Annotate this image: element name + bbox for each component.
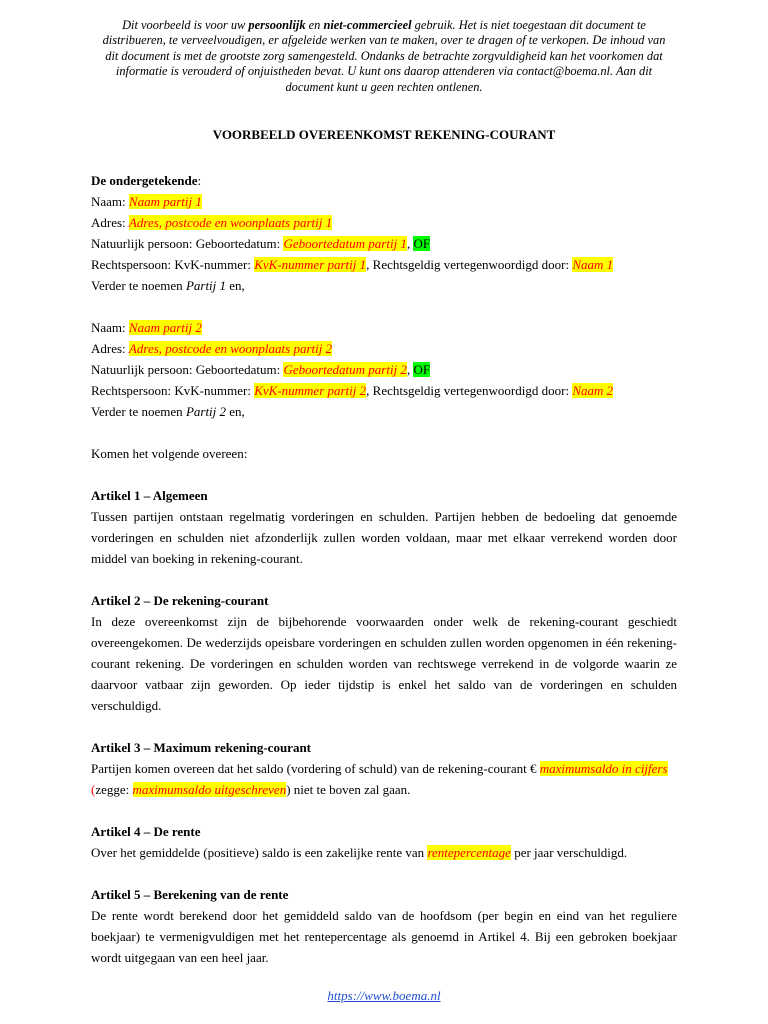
art2-title: Artikel 2 – De rekening-courant (91, 593, 269, 608)
comma: , (406, 362, 414, 377)
party2-adres-line (91, 338, 677, 359)
art1-line: middel van boeking in rekening-courant. (91, 551, 303, 566)
disclaimer-bold-niet-commercieel: niet-commercieel (323, 18, 412, 32)
party1-verder-line (91, 275, 677, 296)
komen-line: Komen het volgende overeen: (91, 446, 248, 461)
party2-geboortedatum-field[interactable]: Geboortedatum partij 2 (283, 362, 407, 377)
colon: : (197, 173, 202, 188)
open-paren: ( (91, 782, 96, 797)
art2-line: verschuldigd. (91, 698, 162, 713)
party2-rechts-line (91, 380, 677, 401)
party1-adres-field[interactable]: Adres, postcode en woonplaats partij 1 (128, 215, 333, 230)
adres-label: Adres: (91, 341, 129, 356)
party2-vertegen-field[interactable]: Naam 2 (572, 383, 614, 398)
natuurlijk-label: Natuurlijk persoon: Geboortedatum: (91, 236, 284, 251)
party1-adres-line (91, 212, 677, 233)
art3-text: zegge: (95, 782, 133, 797)
en-text: en, (226, 404, 245, 419)
party2-kvk-field[interactable]: KvK-nummer partij 2 (254, 383, 367, 398)
party1-naam-field[interactable]: Naam partij 1 (128, 194, 202, 209)
disclaimer (96, 18, 672, 95)
art4-line (91, 842, 677, 863)
art4-title: Artikel 4 – De rente (91, 824, 201, 839)
footer-link[interactable]: https://www.boema.nl (327, 988, 441, 1003)
party1-rechts-line (91, 254, 677, 275)
art3-text: ) niet te boven zal gaan. (286, 782, 411, 797)
document-body (91, 170, 677, 968)
parties-heading: De ondergetekende (91, 173, 198, 188)
rechts-label: Rechtspersoon: KvK-nummer: (91, 257, 255, 272)
party1-naam-line (91, 191, 677, 212)
art4-text: per jaar verschuldigd. (510, 845, 628, 860)
party2-verder-line (91, 401, 677, 422)
party2-of-marker: OF (413, 362, 431, 377)
disclaimer-text: Dit voorbeeld is voor uw (122, 18, 249, 32)
maximumsaldo-uitgeschreven-field[interactable]: maximumsaldo uitgeschreven (132, 782, 287, 797)
art2-line: courant rekening. De vorderingen en schulden worden van rechtswege verrekend in de volgorde waarin ze (91, 656, 677, 671)
art1-line: vorderingen en schulden niet afzonderlijk zullen worden voldaan, maar met elkaar verrekend worden door (91, 530, 677, 545)
art5-line: De rente wordt berekend door het gemiddeld saldo van de hoofdsom (per begin en eind van het reguliere (91, 908, 677, 923)
art2-line: overeengekomen. De wederzijds opeisbare vorderingen en schulden zullen worden opgenomen in één rekening- (91, 635, 677, 650)
party2-noemen: Partij 2 (185, 404, 227, 419)
party2-adres-field[interactable]: Adres, postcode en woonplaats partij 2 (128, 341, 333, 356)
parties-heading-line (91, 170, 677, 191)
party1-natuurlijk-line (91, 233, 677, 254)
art2-line: daarvoor vatbaar zijn geworden. Op ieder tijdstip is enkel het saldo van de vorderingen en schulden (91, 677, 677, 692)
party1-of-marker: OF (413, 236, 431, 251)
rentepercentage-field[interactable]: rentepercentage (427, 845, 511, 860)
document-title: VOORBEELD OVEREENKOMST REKENING-COURANT (212, 127, 556, 142)
art3-line1 (91, 758, 677, 779)
party2-natuurlijk-line (91, 359, 677, 380)
art2-line: In deze overeenkomst zijn de bijbehorende voorwaarden onder welk de rekening-courant geschiedt (91, 614, 677, 629)
art1-title: Artikel 1 – Algemeen (91, 488, 208, 503)
naam-label: Naam: (91, 320, 129, 335)
verder-label: Verder te noemen (91, 278, 186, 293)
maximumsaldo-cijfers-field[interactable]: maximumsaldo in cijfers (539, 761, 668, 776)
disclaimer-bold-persoonlijk: persoonlijk (248, 18, 306, 32)
naam-label: Naam: (91, 194, 129, 209)
art1-line: Tussen partijen ontstaan regelmatig vorderingen en schulden. Partijen hebben de bedoeling dat genoemde (91, 509, 677, 524)
party2-naam-line (91, 317, 677, 338)
party1-kvk-field[interactable]: KvK-nummer partij 1 (254, 257, 367, 272)
natuurlijk-label: Natuurlijk persoon: Geboortedatum: (91, 362, 284, 377)
party1-noemen: Partij 1 (185, 278, 227, 293)
verder-label: Verder te noemen (91, 404, 186, 419)
rechts-label: Rechtspersoon: KvK-nummer: (91, 383, 255, 398)
party1-geboortedatum-field[interactable]: Geboortedatum partij 1 (283, 236, 407, 251)
art5-line: wordt uitgegaan van een heel jaar. (91, 950, 269, 965)
en-text: en, (226, 278, 245, 293)
comma: , (406, 236, 414, 251)
art4-text: Over het gemiddelde (positieve) saldo is een zakelijke rente van (91, 845, 428, 860)
art3-title: Artikel 3 – Maximum rekening-courant (91, 740, 312, 755)
adres-label: Adres: (91, 215, 129, 230)
party2-naam-field[interactable]: Naam partij 2 (128, 320, 202, 335)
party1-vertegen-field[interactable]: Naam 1 (572, 257, 614, 272)
disclaimer-text: gebruik. Het is niet toegestaan dit document te distribueren, te verveelvoudigen, er afgeleide werken van te maken, over te dragen of te verkopen. De inhoud van dit document is met de grootste zorg samengesteld. Ondanks de betrachte zorgvuldigheid kan het voorkomen dat informatie is verouderd of onjuistheden bevat. U kunt ons daarop attenderen via contact@boema.nl. Aan dit document kunt u geen rechten ontlenen. (102, 18, 666, 94)
vertegen-label: , Rechtsgeldig vertegenwoordigd door: (366, 257, 573, 272)
vertegen-label: , Rechtsgeldig vertegenwoordigd door: (366, 383, 573, 398)
art3-text: Partijen komen overeen dat het saldo (vordering of schuld) van de rekening-courant € (91, 761, 540, 776)
disclaimer-text: en (305, 18, 324, 32)
art5-line: boekjaar) te vermenigvuldigen met het rentepercentage als genoemd in Artikel 4. Bij een gebroken boekjaar (91, 929, 677, 944)
art3-line2 (91, 779, 677, 800)
art5-title: Artikel 5 – Berekening van de rente (91, 887, 289, 902)
